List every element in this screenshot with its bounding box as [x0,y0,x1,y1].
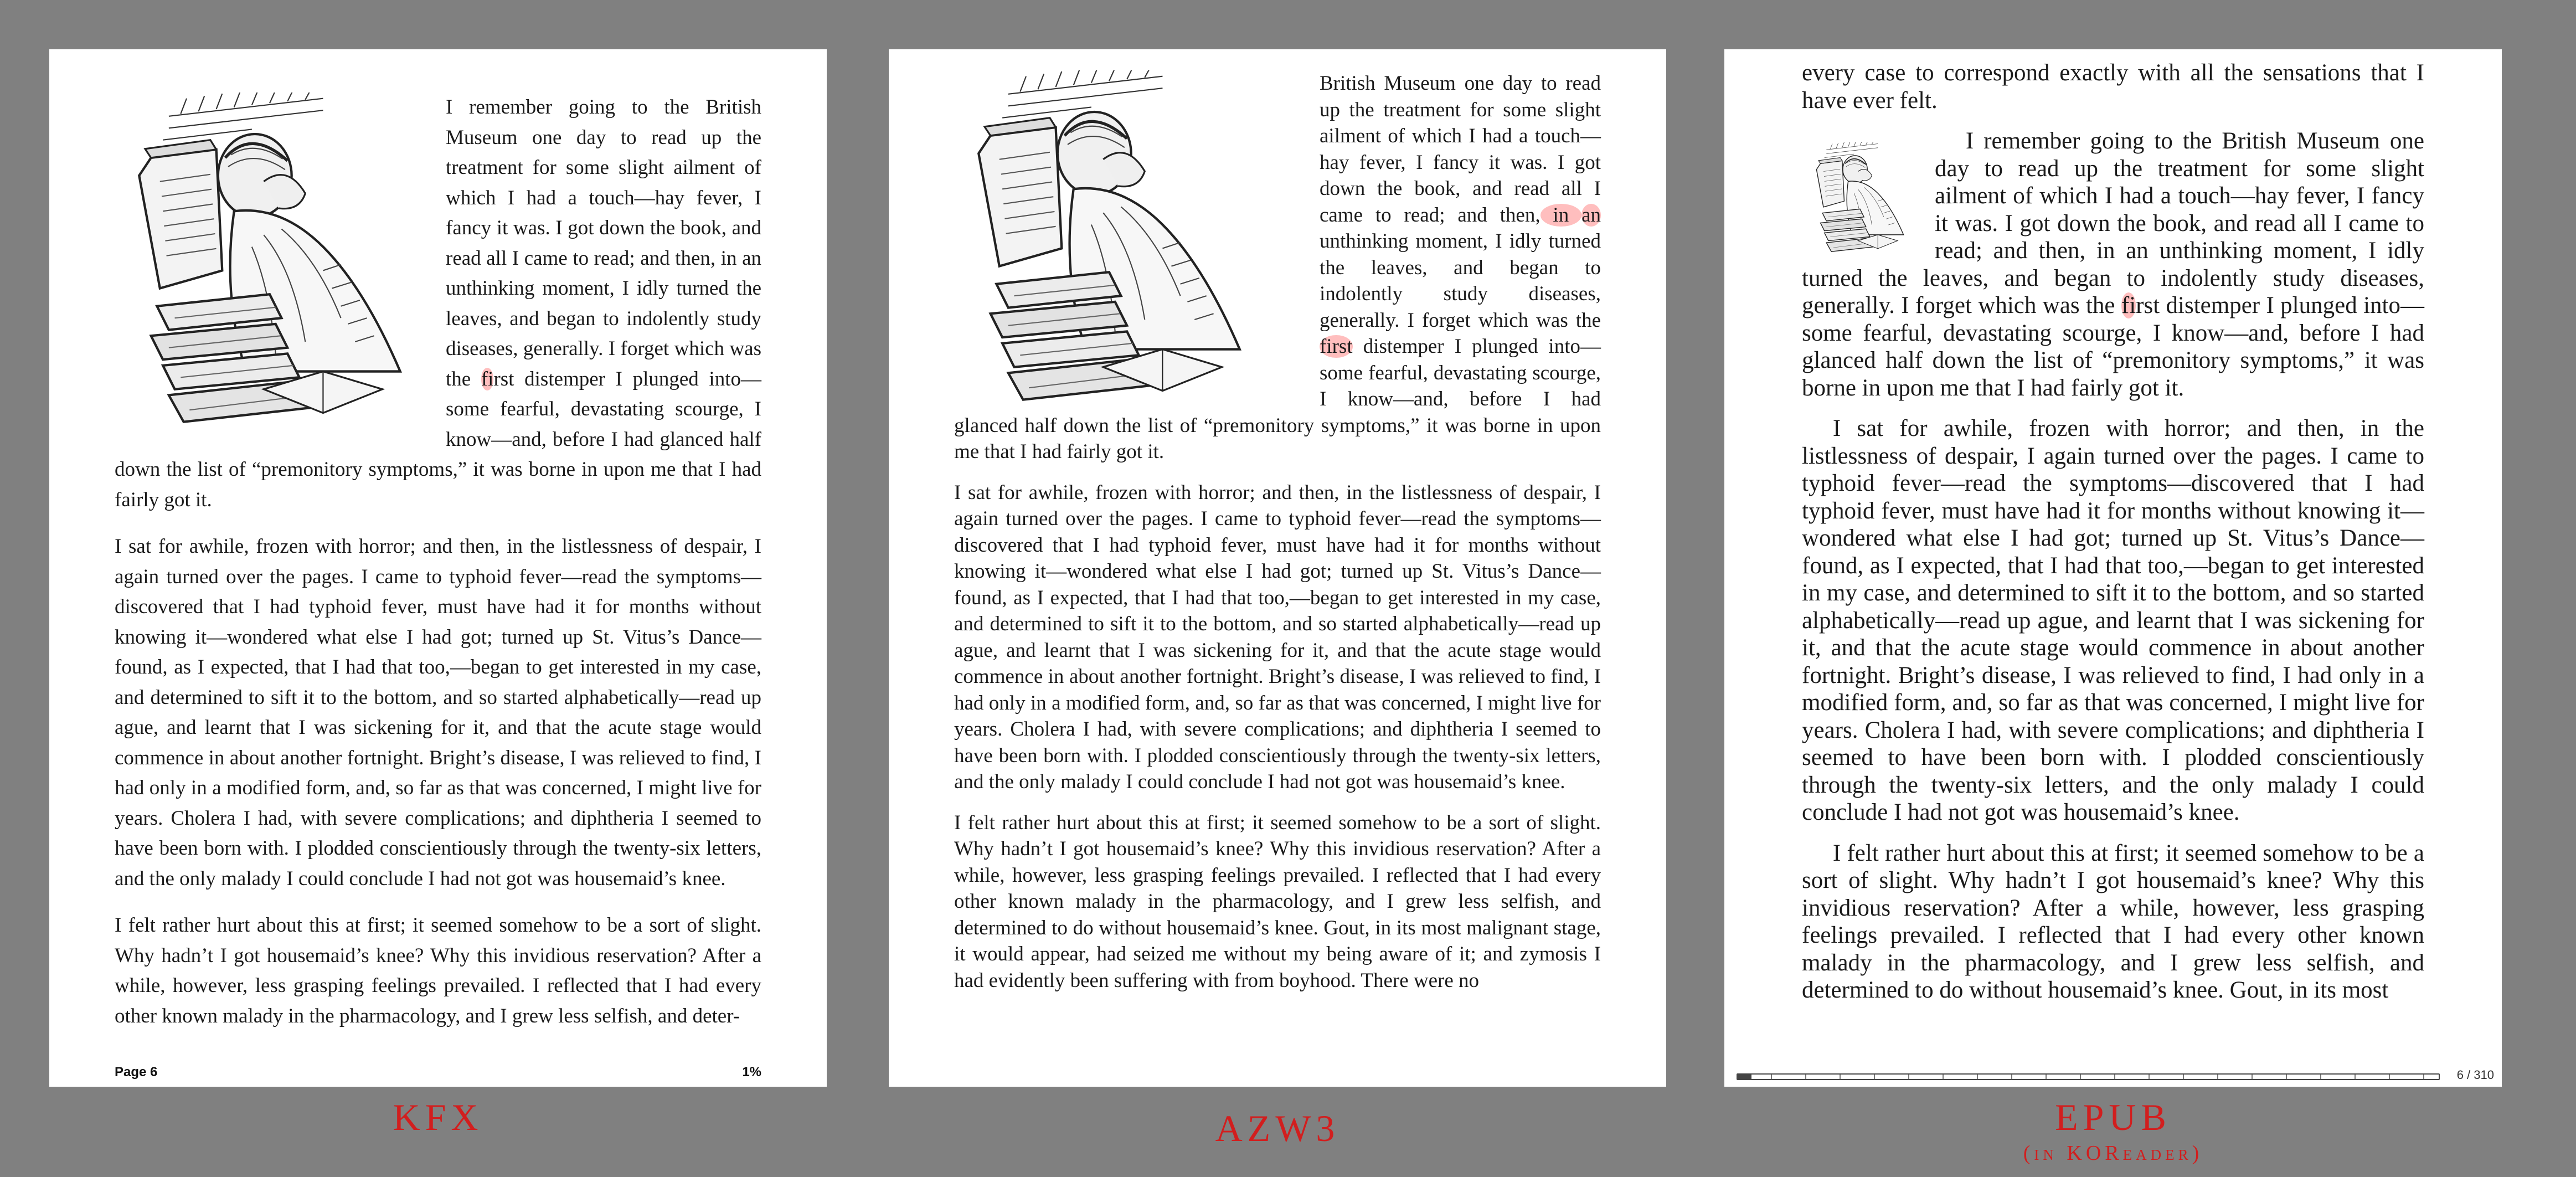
epub-ligature-highlight: fi [2121,292,2136,318]
epub-progress-bar[interactable] [1737,1073,2440,1080]
caption-kfx: KFX [393,1096,483,1138]
caption-azw3: AZW3 [1215,1107,1340,1149]
epub-paragraph-0: every case to correspond exactly with all the sensations that I have ever felt. [1802,60,2424,114]
epub-page-counter: 6 / 310 [2456,1068,2494,1082]
kfx-text [115,92,761,1031]
azw3-spacing-highlight: an [1581,203,1601,227]
epub-paragraph-1: I remember going to the British Museum one day to read up the treatment for some slight ailment of which I had a touch—hay fever, I fancy it was. I got down the book, and read all I came to read; and then, in an unthinking moment, I idly turned the leaves, and began to indolently study diseases, generally. I forget which was the first distemper I plunged into—some fearful, devastating scourge, I know—and, before I had glanced half down the list of “premonitory symptoms,” it was borne in upon me that I had fairly got it. [1802,128,2424,401]
man-reading-book-illustration-icon [115,92,425,425]
caption-epub-sub: (in KOReader) [2023,1142,2203,1165]
azw3-paragraph-1: British Museum one day to read up the treatment for some slight ailment of which I had a touch—hay fever, I fancy it was. I got down the book, and read all I came to read; and then, in an unthinking moment, I idly turned the leaves, and began to indolently study diseases, generally. I forget which was the first distemper I plunged into—some fearful, devastating scourge, I know—and, before I had glanced half down the list of “premonitory symptoms,” it was borne in upon me that I had fairly got it. [954,72,1601,463]
epub-paragraph-3: I felt rather hurt about this at first; it seemed somehow to be a sort of slight. Why hadn’t I got housemaid’s knee? Why this invidious reservation? After a while, however, less grasping feelings prevailed. I reflected that I had every other known malady in the pharmacology, and I grew less selfish, and determined to do without housemaid’s knee. Gout, in its most [1802,840,2424,1003]
azw3-paragraph-2: I sat for awhile, frozen with horror; and then, in the listlessness of despair, I again turned over the pages. I came to typhoid fever—read the symptoms—discovered that I had typhoid fever, must have had it for months without knowing it—wondered what else I had got; turned up St. Vitus’s Dance—found, as I expected, that I had that too,—began to get interested in my case, and determined to sift it to the bottom, and so started alphabetically—read up ague, and learnt that I was sickening for it, and that the acute stage would commence in about another fortnight. Bright’s disease, I was relieved to find, I had only in a modified form, and, so far as that was concerned, I might live for years. Cholera I had, with severe complications; and diphtheria I seemed to have been born with. I plodded conscientiously through the twenty-six letters, and the only malady I could conclude I had not got was housemaid’s knee. [954,481,1601,793]
azw3-ligature-highlight: first [1320,335,1353,358]
man-reading-book-illustration-icon [954,70,1264,403]
man-reading-book-illustration-icon [1802,142,1918,253]
azw3-page [889,49,1666,1087]
kfx-progress-percent: 1% [742,1065,761,1080]
epub-text [1802,59,2424,1004]
azw3-spacing-highlight: in [1540,203,1582,227]
progress-ticks [1738,1075,2439,1079]
azw3-text [954,70,1601,994]
progress-fill [1738,1075,1751,1079]
epub-page [1724,49,2502,1087]
kfx-paragraph-1: I remember going to the British Museum one day to read up the treatment for some slight ailment of which I had a touch—hay fever, I fancy it was. I got down the book, and read all I came to read; and then, in an unthinking moment, I idly turned the leaves, and began to indolently study diseases, generally. I forget which was the first distemper I plunged into—some fearful, devastating scourge, I know—and, before I had glanced half down the list of “premonitory symptoms,” it was borne in upon me that I had fairly got it. [115,96,761,511]
azw3-paragraph-3: I felt rather hurt about this at first; it seemed somehow to be a sort of slight. Why hadn’t I got housemaid’s knee? Why this invidious reservation? After a while, however, less grasping feelings prevailed. I reflected that I had every other known malady in the pharmacology, and I grew less selfish, and determined to do without housemaid’s knee. Gout, in its most malignant stage, it would appear, had seized me without my being aware of it; and zymosis I had evidently been suffering with from boyhood. There were no [954,811,1601,992]
kfx-page-number: Page 6 [115,1065,158,1080]
epub-paragraph-2: I sat for awhile, frozen with horror; and then, in the listlessness of despair, I again turned over the pages. I came to typhoid fever—read the symptoms—discovered that I had typhoid fever, must have had it for months without knowing it—wondered what else I had got; turned up St. Vitus’s Dance—found, as I expected, that I had that too,—began to get interested in my case, and determined to sift it to the bottom, and so started alphabetically—read up ague, and learnt that I was sickening for it, and that the acute stage would commence in about another fortnight. Bright’s disease, I was relieved to find, I had only in a modified form, and, so far as that was concerned, I might live for years. Cholera I had, with severe complications; and diphtheria I seemed to have been born with. I plodded conscientiously through the twenty-six letters, and the only malady I could conclude I had not got was housemaid’s knee. [1802,415,2424,825]
kfx-ligature-highlight: fi [481,367,494,390]
kfx-paragraph-2: I sat for awhile, frozen with horror; and then, in the listlessness of despair, I again turned over the pages. I came to typhoid fever—read the symptoms—discovered that I had typhoid fever, must have had it for months without knowing it—wondered what else I had got; turned up St. Vitus’s Dance—found, as I expected, that I had that too,—began to get interested in my case, and determined to sift it to the bottom, and so started alphabetically—read up ague, and learnt that I was sickening for it, and that the acute stage would commence in about another fortnight. Bright’s disease, I was relieved to find, I had only in a modified form, and, so far as that was concerned, I might live for years. Cholera I had, with severe complications; and diphtheria I seemed to have been born with. I plodded conscientiously through the twenty-six letters, and the only malady I could conclude I had not got was housemaid’s knee. [115,535,761,890]
caption-epub: EPUB [2055,1096,2171,1138]
kfx-page [49,49,827,1087]
kfx-paragraph-3: I felt rather hurt about this at first; it seemed somehow to be a sort of slight. Why hadn’t I got housemaid’s knee? Why this invidious reservation? After a while, however, less grasping feelings prevailed. I reflected that I had every other known malady in the pharmacology, and I grew less selfish, and deter- [115,914,761,1027]
